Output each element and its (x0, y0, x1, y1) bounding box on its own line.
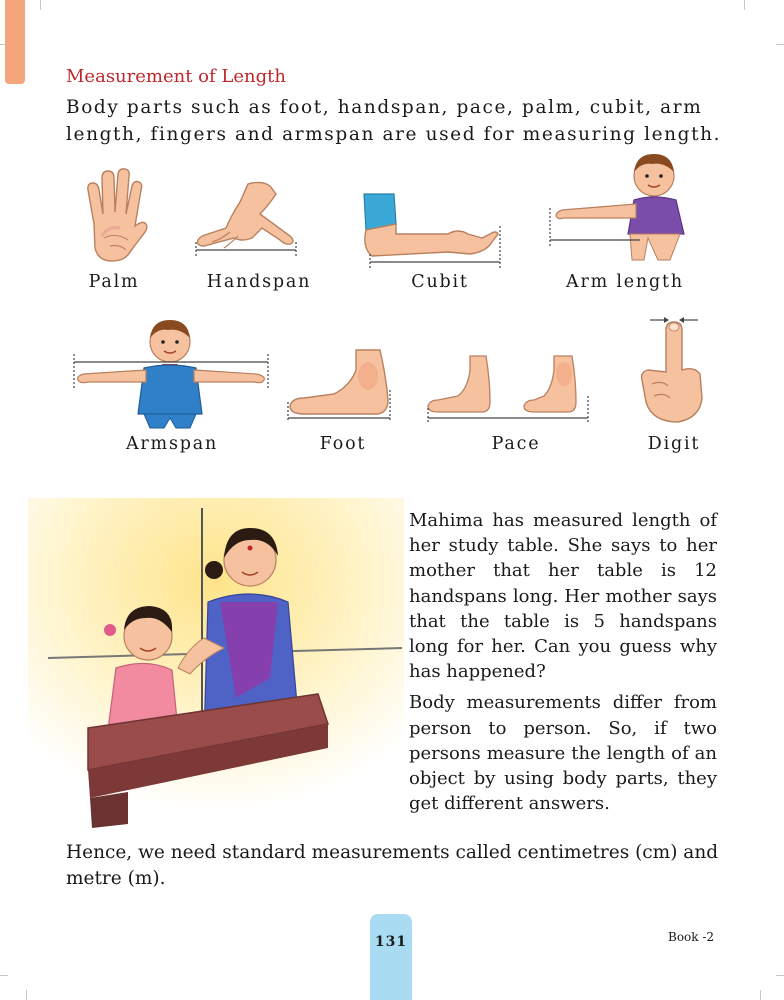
digit-caption: Digit (647, 434, 701, 454)
handspan-figure (190, 180, 302, 260)
crop-mark (760, 990, 761, 1000)
arm-length-caption: Arm length (566, 272, 684, 292)
story-text (409, 508, 717, 822)
book-label: Book -2 (668, 930, 715, 944)
mother-daughter-illustration (28, 498, 404, 830)
crop-mark (26, 990, 27, 1000)
conclusion-paragraph: Hence, we need standard measurements called centimetres (cm) and metre (m). (66, 842, 719, 889)
corner-tab (5, 0, 25, 84)
palm-figure (80, 166, 150, 266)
pace-figure (424, 352, 594, 424)
crop-mark (776, 975, 784, 976)
crop-mark (744, 0, 745, 10)
palm-caption: Palm (88, 272, 140, 292)
section-title: Measurement of Length (66, 66, 286, 87)
crop-mark (776, 44, 784, 45)
foot-caption: Foot (319, 434, 367, 454)
armspan-figure (70, 318, 272, 430)
story-paragraph-1: Mahima has measured length of her study table. She says to her mother that her table is 12 handspans long. Her mother says that the table is 5 handspans long for her. Can you guess why has happened? (409, 510, 717, 683)
handspan-caption: Handspan (206, 272, 312, 292)
cubit-figure (358, 190, 508, 268)
story-paragraph-2: Body measurements differ from person to person. So, if two persons measure the length of an object by using body parts, they get different answers. (409, 692, 717, 815)
page-number: 131 (374, 934, 408, 950)
page-number-tab (370, 914, 412, 1000)
digit-figure (636, 314, 712, 426)
intro-paragraph: Body parts such as foot, handspan, pace, palm, cubit, arm length, fingers and armspan are used for measuring length. (66, 97, 722, 145)
cubit-caption: Cubit (411, 272, 469, 292)
pace-caption: Pace (491, 434, 541, 454)
armspan-caption: Armspan (125, 434, 219, 454)
crop-mark (40, 0, 41, 10)
arm-length-figure (548, 148, 698, 268)
foot-figure (284, 346, 394, 422)
crop-mark (0, 975, 8, 976)
